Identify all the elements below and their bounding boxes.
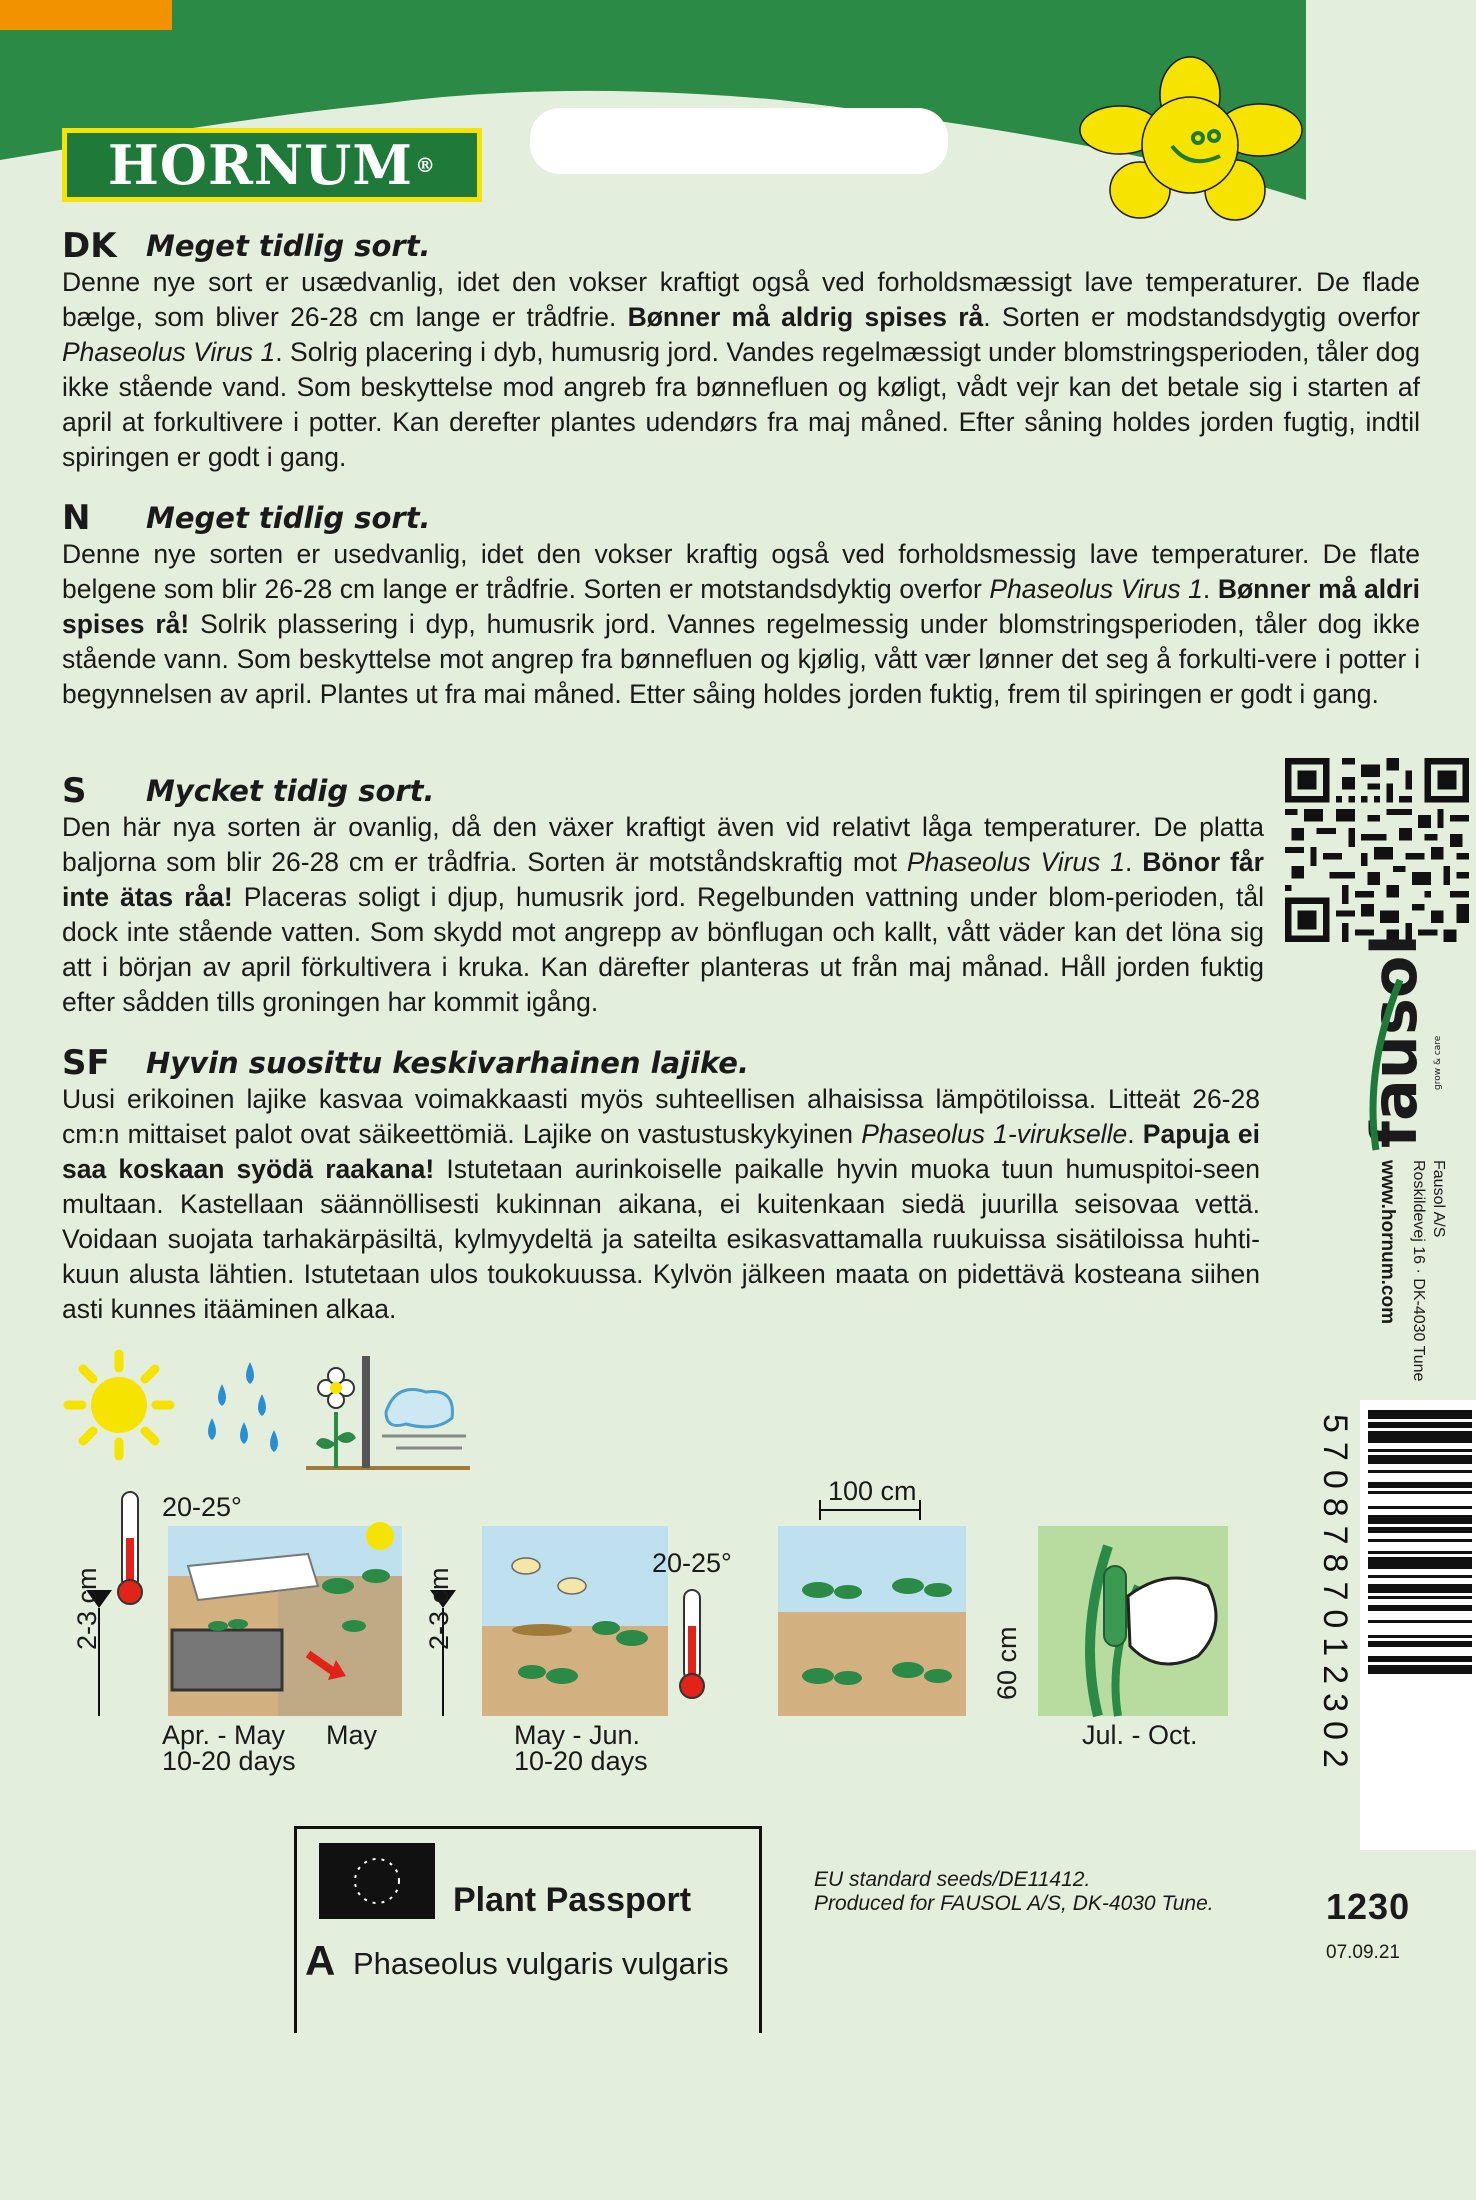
plant-spacing-illustration [778, 1500, 968, 1716]
seed-standard: EU standard seeds/DE11412. [814, 1868, 1091, 1891]
section-body: Denne nye sorten er usedvanlig, idet den vokser kraftig også ved forholdsmessig lave temperaturer. De flate belgene som blir 26-28 cm lange er trådfrie. Sorten er motstandsdyktig overfor Phaseolus Virus 1. Bønner må aldri spises rå! Solrik plassering i dyp, humusrik jord. Vannes regelmessig under blomstringsperioden, tåler dog ikke stående vann. Som beskyttelse mot angrep fra bønnefluen og kjølig, vått vær lønner det seg å forkulti-vere i potter i begynnelsen av april. Plantes ut fra mai måned. Etter såing holdes jorden fuktig, frem til spiringen er godt i gang. [62, 539, 1420, 709]
language-code: N [62, 498, 91, 538]
sow-months-label: Apr. - May [162, 1720, 286, 1750]
company-address [1330, 1160, 1460, 1400]
section-subtitle: Mycket tidig sort. [146, 774, 435, 808]
blank-label-area [530, 108, 948, 174]
row-spacing-label: 100 cm [828, 1476, 917, 1506]
passport-title: Plant Passport [453, 1881, 692, 1919]
section-subtitle: Hyvin suosittu keskivarhainen lajike. [146, 1046, 749, 1080]
produced-for: Produced for FAUSOL A/S, DK-4030 Tune. [814, 1892, 1214, 1915]
eu-flag-icon [319, 1843, 435, 1919]
temp-label: 20-25° [652, 1548, 732, 1578]
transplant-month-label: May [326, 1720, 378, 1750]
water-drops-icon [200, 1360, 290, 1460]
language-code: S [62, 771, 87, 811]
section-s [62, 772, 1264, 1020]
qr-code [1285, 758, 1469, 942]
sow-months-label: May - Jun. [514, 1720, 641, 1750]
plant-passport [294, 1826, 762, 2033]
section-n [62, 499, 1420, 712]
shelter-from-wind-icon [306, 1352, 470, 1472]
germination-days-label: 10-20 days [162, 1746, 296, 1776]
depth-label: 2-3 cm [424, 1567, 454, 1650]
svg-text:fausol: fausol [1358, 934, 1431, 1148]
harvest-illustration [1038, 1526, 1228, 1716]
thermometer-icon [672, 1586, 712, 1706]
section-subtitle: Meget tidlig sort. [146, 229, 431, 263]
depth-label: 2-3 cm [72, 1567, 102, 1650]
outdoor-sowing-illustration [482, 1526, 668, 1716]
flower-mascot-icon [1070, 60, 1310, 220]
print-date: 07.09.21 [1326, 1942, 1400, 1963]
passport-letter: A [305, 1937, 336, 1984]
svg-text:Fausol A/S: Fausol A/S [1430, 1160, 1447, 1238]
section-subtitle: Meget tidlig sort. [146, 501, 431, 535]
language-code: SF [62, 1043, 110, 1083]
section-body: Uusi erikoinen lajike kasvaa voimakkaasti myös suhteellisen alhaisissa lämpötiloissa. Litteät 26-28 cm:n mittaiset palot ovat säikeettömiä. Lajike on vastustuskykyinen Phaseolus 1-virukselle. Papuja ei saa koskaan syödä raakana! Istutetaan aurinkoiselle paikalle hyvin muoka tuun humuspitoi-seen multaan. Kastellaan säännöllisesti kukinnan aikana, ei kuitenkaan siedä juurilla seisovaa vettä. Voidaan suojata tarhakärpäsiltä, kylmyydeltä ja sateilta esikasvattamalla ruukuissa sisätiloissa huhti-kuun alusta lähtien. Istutetaan ulos toukokuussa. Kylvön jälkeen maata on pidettävä kosteana siihen asti kunnes itääminen alkaa. [62, 1084, 1260, 1324]
svg-text:5708787012302: 5708787012302 [1316, 1414, 1354, 1777]
harvest-months-label: Jul. - Oct. [1082, 1720, 1198, 1750]
section-body: Den här nya sorten är ovanlig, då den växer kraftigt även vid relativt låga temperaturer. De platta baljorna som blir 26-28 cm er trådfria. Sorten är motståndskraftig mot Phaseolus Virus 1. Bönor får inte ätas råa! Placeras soligt i djup, humusrik jord. Regelbunden vattning under blom-perioden, tål dock inte stående vatten. Som skydd mot angrepp av bönflugan och kallt, vått väder kan det löna sig att i början av april förkultivera i kruka. Kan därefter planteras ut från maj månad. Håll jorden fuktig efter sådden tills groningen har kommit igång. [62, 812, 1264, 1017]
hornum-logo: HORNUM ® [62, 128, 482, 202]
temp-label: 20-25° [162, 1492, 242, 1522]
passport-species: Phaseolus vulgaris vulgaris [353, 1946, 729, 1981]
section-body: Denne nye sort er usædvanlig, idet den vokser kraftigt også ved forholdsmæssigt lave temperaturer. De flade bælge, som bliver 26-28 cm lange er trådfrie. Bønner må aldrig spises rå. Sorten er modstandsdygtig overfor Phaseolus Virus 1. Solrig placering i dyb, humusrig jord. Vandes regelmæssigt under blomstringsperioden, tåler dog ikke stående vand. Som beskyttelse mod angreb fra bønnefluen og køligt, vådt vejr kan det betale sig i starten af april at forkultivere i potter. Kan derefter plantes udendørs fra maj måned. Efter såning holdes jorden fugtig, indtil spiringen er godt i gang. [62, 267, 1420, 472]
producer-info [814, 1868, 1214, 1916]
fausol-logo [1358, 934, 1450, 1160]
section-sf [62, 1044, 1260, 1327]
germination-days-label: 10-20 days [514, 1746, 648, 1776]
indoor-sowing-illustration [158, 1526, 402, 1716]
svg-text:www.hornum.com: www.hornum.com [1377, 1160, 1398, 1324]
svg-text:grow & care: grow & care [1433, 1035, 1443, 1090]
sun-icon [64, 1350, 174, 1460]
ean-barcode [1318, 1400, 1476, 1850]
section-dk [62, 227, 1420, 475]
svg-text:Roskildevej 16 · DK-4030 Tune: Roskildevej 16 · DK-4030 Tune [1410, 1160, 1427, 1382]
plant-distance-label: 60 cm [992, 1626, 1022, 1700]
item-number: 1230 [1326, 1886, 1411, 1927]
language-code: DK [62, 226, 117, 266]
